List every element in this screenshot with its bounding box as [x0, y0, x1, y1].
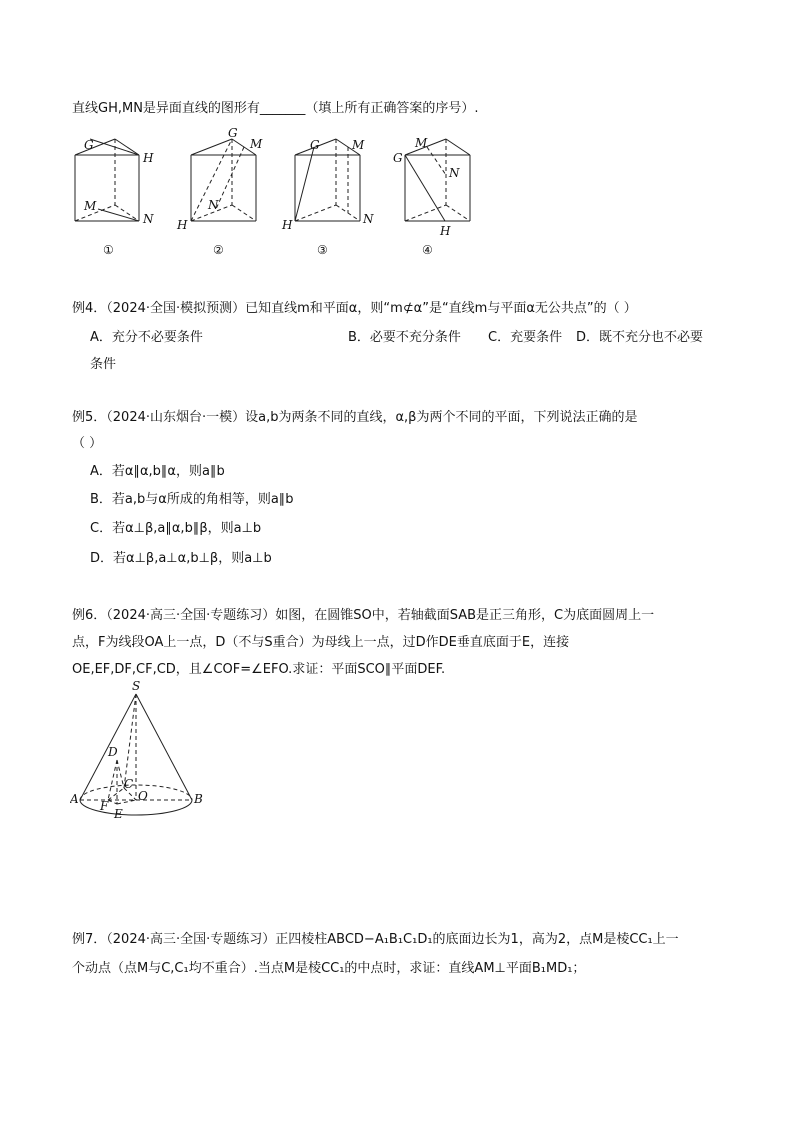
example-5-option-d: D．若α⊥β,a⊥α,b⊥β，则a⊥b	[90, 551, 272, 566]
label-G: G	[393, 151, 403, 165]
prism-figure-2	[176, 126, 263, 232]
figure-label-2: ②	[213, 243, 224, 257]
example-4-option-c: C．充要条件	[488, 330, 563, 345]
example-4-head: 例4．（2024·全国·模拟预测）已知直线m和平面α，则“m⊄α”是“直线m与平面α无公共点”的（ ）	[72, 301, 637, 316]
intro-line: 直线GH,MN是异面直线的图形有_______（填上所有正确答案的序号）.	[72, 101, 479, 116]
figure-label-3: ③	[317, 243, 328, 257]
example-4-option-d-cont: 条件	[90, 357, 117, 372]
cone-label-F: F	[100, 799, 109, 813]
example-5-option-c: C．若α⊥β,a∥α,b∥β，则a⊥b	[90, 521, 262, 536]
example-6-line-1: 例6．（2024·高三·全国·专题练习）如图，在圆锥SO中，若轴截面SAB是正三角形，C为底面圆周上一	[72, 608, 655, 623]
label-H: H	[177, 218, 188, 232]
example-5-paren: （ ）	[72, 436, 103, 451]
label-M: M	[415, 136, 428, 150]
example-7-line-1: 例7．（2024·高三·全国·专题练习）正四棱柱ABCD−A₁B₁C₁D₁的底面边长为1，高为2，点M是棱CC₁上一	[72, 932, 679, 947]
cone-label-A: A	[70, 792, 79, 806]
label-M: M	[84, 199, 97, 213]
prism-figures	[60, 125, 500, 260]
figure-label-1: ①	[103, 243, 114, 257]
example-6-line-3: OE,EF,DF,CF,CD，且∠COF=∠EFO.求证：平面SCO∥平面DEF.	[72, 662, 446, 677]
prism-figure-4	[393, 136, 470, 238]
prism-figure-1	[75, 138, 154, 226]
example-4-option-b: B．必要不充分条件	[348, 330, 461, 345]
label-G: G	[228, 126, 238, 140]
example-5-option-a: A．若α∥α,b∥α，则a∥b	[90, 464, 225, 479]
label-H: H	[143, 151, 154, 165]
label-M: M	[352, 138, 365, 152]
label-N: N	[449, 166, 460, 180]
cone-figure	[70, 678, 220, 823]
example-5-head: 例5．（2024·山东烟台·一模）设a,b为两条不同的直线，α,β为两个不同的平面，下列说法正确的是	[72, 410, 638, 425]
example-4-option-a: A．充分不必要条件	[90, 330, 203, 345]
label-G: G	[310, 138, 320, 152]
cone-label-S: S	[132, 679, 141, 693]
figure-label-4: ④	[422, 243, 433, 257]
cone-label-O: O	[138, 789, 148, 803]
label-N: N	[143, 212, 154, 226]
cone-label-B: B	[194, 792, 203, 806]
label-G: G	[84, 138, 94, 152]
label-N: N	[363, 212, 374, 226]
label-H: H	[440, 224, 451, 238]
prism-figure-3	[281, 138, 374, 232]
cone-label-E: E	[114, 807, 123, 821]
example-5-option-b: B．若a,b与α所成的角相等，则a∥b	[90, 492, 294, 507]
label-N: N	[208, 198, 219, 212]
example-7-line-2: 个动点（点M与C,C₁均不重合）.当点M是棱CC₁的中点时，求证：直线AM⊥平面B₁MD₁；	[72, 961, 586, 976]
cone-label-C: C	[124, 777, 134, 791]
label-M: M	[250, 137, 263, 151]
example-4-option-d: D．既不充分也不必要	[576, 330, 704, 345]
cone-label-D: D	[108, 745, 118, 759]
example-6-line-2: 点，F为线段OA上一点，D（不与S重合）为母线上一点，过D作DE垂直底面于E，连接	[72, 635, 570, 650]
label-H: H	[282, 218, 293, 232]
